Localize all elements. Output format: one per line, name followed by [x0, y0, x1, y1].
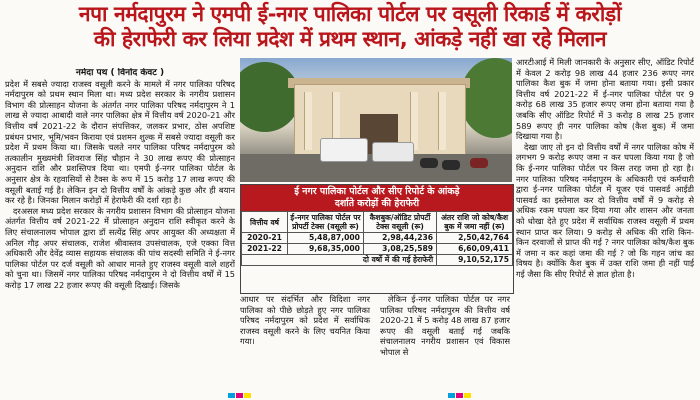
revenue-comparison-table [240, 184, 514, 294]
byline: नर्मदा पथ ( विनोद केवट ) [75, 68, 165, 78]
article-column-right [516, 57, 694, 397]
header-difference: अंतर राशि जो कोष/कैश बुक में जमा नहीं (रू) [437, 212, 513, 233]
print-registration-mark [236, 393, 243, 398]
header-financial-year: वित्तीय वर्ष [242, 212, 288, 233]
table-row: 2020-21 5,48,87,000 2,98,44,236 2,50,42,764 [242, 233, 513, 244]
print-registration-mark [228, 393, 235, 398]
print-registration-mark [244, 393, 251, 398]
table-title: ई नगर पालिका पोर्टल और सीए रिपोर्ट के आंकड़े दर्शाते करोड़ों की हेराफेरी [241, 185, 513, 211]
table-total-row [242, 255, 513, 266]
article-paragraph: प्रदेश में सबसे ज्यादा राजस्व वसूली करने के मामले में नगर पालिका परिषद नर्मदापुरम को प्रथम स्थान मिला था। मध्य प्रदेश सरकार के नगरीय प्रशासन विभाग की प्रोत्साहन योजना के अंतर्गत नगर पालिका परिषद नर्मदापुरम ने 1 लाख से ज्यादा आबादी वाले नगर पालिका क्षेत्र में वित्तीय वर्ष 2020-21 और वित्तीय वर्ष 2021-22 के दौरान संपत्तिकर, जलकर प्रभार, ठोस अपशिष्ट प्रबंधन प्रभार, भूमि/भवन किराया एवं प्रशमन शुल्क में सबसे ज्यादा वसूली कर प्रदेश में प्रथम किया था। जिसके चलते नगर पालिका परिषद नर्मदापुरम को तत्कालीन मुख्यमंत्री शिवराज सिंह चौहान ने 30 लाख रूपए की प्रोत्साहन अनुदान राशि और प्रशस्तिपत्र दिया था। एमपी ई-नगर पालिका पोर्टल के अनुसार क्षेत्र के रहवासियों से टैक्स के रूप में 15 करोड़ 17 लाख रूपए की वसूली बताई गई है। लेकिन इन दो वित्तीय वर्षों के आंकड़े कुछ और ही बयान कर रहे है। जिनका मिलान करोड़ों में हेराफेरी की दर्शा रहा है। [5, 78, 235, 206]
revenue-table [241, 211, 513, 266]
headline-line-2: की हेराफेरी कर लिया प्रदेश में प्रथम स्थान, आंकड़े नहीं खा रहे मिलान [93, 27, 607, 51]
print-registration-mark [464, 393, 471, 398]
headline-line-1: नपा नर्मदापुरम ने एमपी ई-नगर पालिका पोर्टल पर वसूली रिकार्ड में करोड़ों [78, 2, 622, 26]
print-registration-mark [456, 393, 463, 398]
article-column-middle [240, 294, 510, 397]
print-registration-mark [448, 393, 455, 398]
table-row: 2021-22 9,68,35,000 3,08,25,589 6,60,09,411 [242, 244, 513, 255]
total-value: 9,10,52,175 [437, 255, 513, 266]
header-portal-tax: ई-नगर पालिका पोर्टल पर प्रोपर्टी टेक्स (वसूली रू) [288, 212, 364, 233]
news-photo-municipal-building [240, 58, 512, 182]
article-column-left [5, 68, 235, 396]
total-label: दो वर्षो में की गई हेराफेरी [242, 255, 437, 266]
article-paragraph: आधार पर संदर्भित और विदिशा नगर पालिका को पीछे छोड़ते हुए नगर पालिका परिषद नर्मदापुरम को प्रदेश में सर्वाधिक राजस्व वसूली करने के लिए चयनित किया गया। [240, 294, 370, 347]
headline [4, 2, 696, 52]
article-paragraph: देखा जाए तो इन दो वित्तीय वर्षों में नगर पालिका कोष में लगभग 9 करोड़ रूपए जमा न कर घपला किया गया है जो कि ई-नगर पालिका पोर्टल पर किस तरह जमा हो रहा है। नगर पालिका परिषद नर्मदापुरम के अधिकारी एवं कर्मचारी द्वारा ई-नगर पालिका पोर्टल में यूजर एवं पासवर्ड आईडी पासवर्ड का इस्तेमाल कर दो वित्तीय वर्षों में 9 करोड़ से अधिक रकम घपला कर दिया गया और शासन और जनता को धोखा देते हुए प्रदेश में सर्वाधिक राजस्व वसूली में प्रथम स्थान प्राप्त कर लिया। 9 करोड़ से अधिक की राशि किन-किन दरवाजों से प्राप्त की गई ? नगर पालिका कोष/कैश बुक में जमा न कर कहां जमा की गई ? जो कि गहन जांच का विषय है। क्योंकि कैश बुक में उक्त राशि जमा ही नहीं पाई गई जैसा कि सीए रिपोर्ट से ज्ञात होता है। [516, 141, 694, 279]
article-paragraph: लेकिन ई-नगर पालिका पोर्टल पर नगर पालिका परिषद नर्मदापुरम की वित्तीय वर्ष 2020-21 में 5 करोड़ 48 लाख 87 हजार रूपए की वसूली बताई गई जबकि संचालनालय नगरीय प्रशासन एवं विकास भोपाल से [380, 294, 510, 357]
header-cashbook-tax: कैशबुक/ऑडिट प्रोपर्टी टेक्स वसूली (रू) [363, 212, 436, 233]
article-paragraph: आरटीआई में मिली जानकारी के अनुसार सीए, ऑडिट रिपोर्ट में केवल 2 करोड़ 98 लाख 44 हजार 236 रूपए नगर पालिका कैश बुक में जमा होना बताया गया। इसी प्रकार वित्तीय वर्ष 2021-22 में ई-नगर पालिका पोर्टल पर 9 करोड़ 68 लाख 35 हजार रूपए जमा होना बताया गया है जबकि सीए ऑडिट रिपोर्ट में 3 करोड़ 8 लाख 25 हजार 589 रूपए ही नगर पालिका कोष (कैश बुक) में जमा दिखाया गया है। [516, 57, 694, 142]
article-paragraph: दरअसल मध्य प्रदेश सरकार के नगरीय प्रशासन विभाग की प्रोत्साहन योजना अंतर्गत वित्तीय वर्ष 2021-22 में प्रोत्साहन अनुदान राशि स्वीकृत करने के लिए संचालनालय भोपाल द्वारा डॉ सत्येंद्र सिंह अपर आयुक्त की अध्यक्षता में अनिल गौड़ अपर संचालक, राजेश श्रीवास्तव उपसंचालक, एजे एक्का वित्त अधिकारी और देवेंद्र व्यास सहायक संचालक की पांच सदस्यी समिति ने ई-नगर पालिका पोर्टल पर दर्ज वसूली को आधार मानते हुए राजस्व वसूली वाले शहरों को चुना था। जिसमें नगर पालिका परिषद नर्मदापुरम ने दो वित्तीय वर्षों में 15 करोड़ 17 लाख 22 हजार रूपए की वसूली दिखाई। जिसके [5, 205, 235, 290]
